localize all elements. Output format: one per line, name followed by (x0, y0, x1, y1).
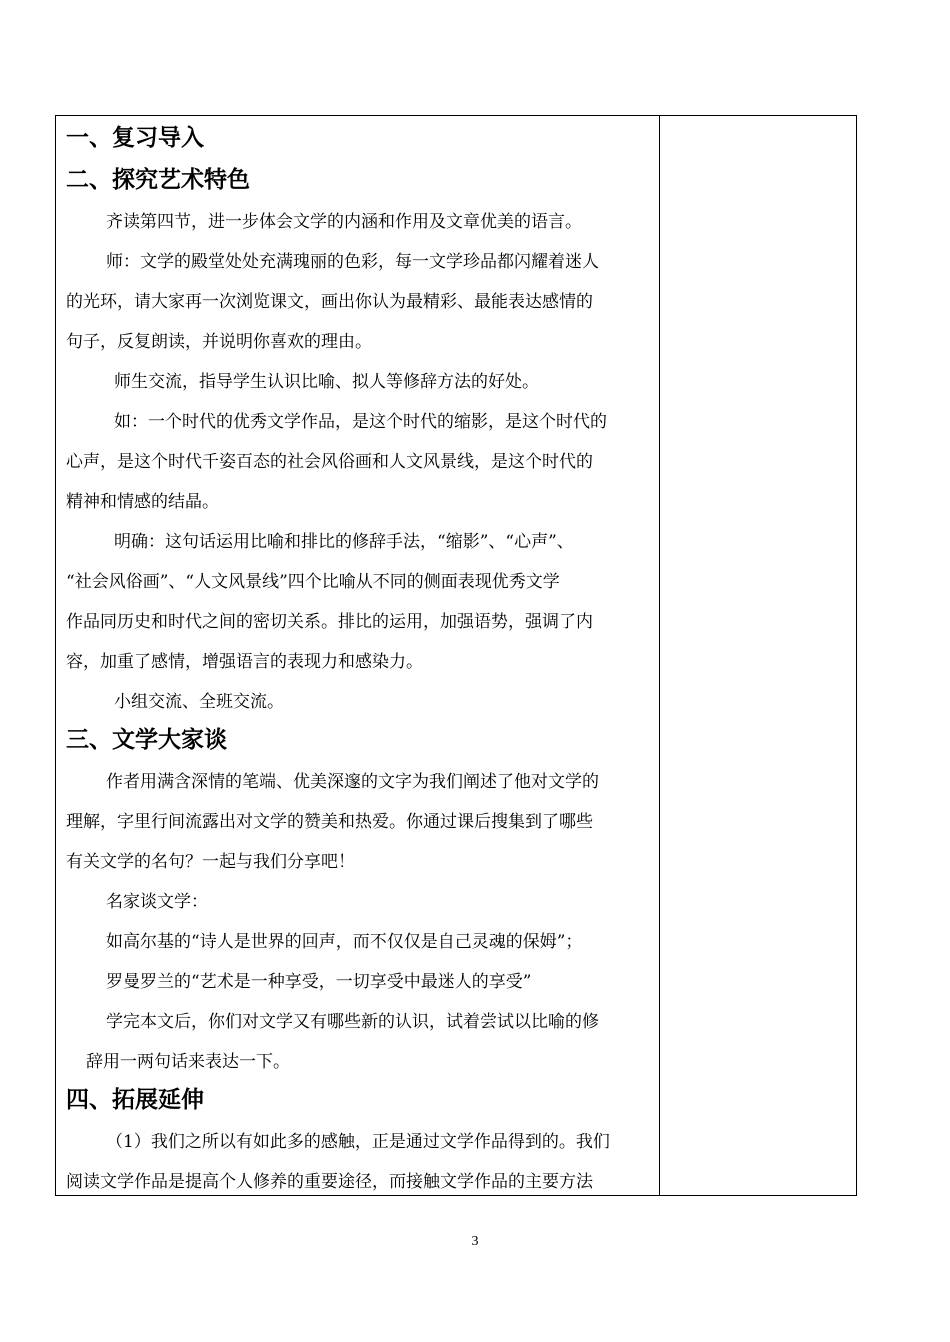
paragraph-line: 师：文学的殿堂处处充满瑰丽的色彩，每一文学珍品都闪耀着迷人 (106, 252, 599, 272)
paragraph-line: 如：一个时代的优秀文学作品，是这个时代的缩影，是这个时代的 (114, 412, 607, 432)
content-cell (56, 116, 660, 1195)
paragraph-line: 心声，是这个时代千姿百态的社会风俗画和人文风景线，是这个时代的 (66, 452, 593, 472)
paragraph-line: 的光环，请大家再一次浏览课文，画出你认为最精彩、最能表达感情的 (66, 292, 593, 312)
paragraph-line: 句子，反复朗读，并说明你喜欢的理由。 (66, 332, 372, 352)
paragraph-line: 小组交流、全班交流。 (114, 692, 284, 712)
lesson-table (55, 115, 857, 1196)
paragraph-line: 容，加重了感情，增强语言的表现力和感染力。 (66, 652, 423, 672)
paragraph-line: 辞用一两句话来表达一下。 (86, 1052, 290, 1072)
paragraph-line: 精神和情感的结晶。 (66, 492, 219, 512)
paragraph-line: 理解，字里行间流露出对文学的赞美和热爱。你通过课后搜集到了哪些 (66, 812, 593, 832)
paragraph-line: 明确：这句话运用比喻和排比的修辞手法，“缩影”、“心声”、 (114, 532, 574, 552)
paragraph-line: 学完本文后，你们对文学又有哪些新的认识，试着尝试以比喻的修 (106, 1012, 599, 1032)
page-number: 3 (471, 1234, 479, 1249)
paragraph-line: 作品同历史和时代之间的密切关系。排比的运用，加强语势，强调了内 (66, 612, 593, 632)
heading-review: 一、复习导入 (66, 125, 204, 151)
paragraph-line: 齐读第四节，进一步体会文学的内涵和作用及文章优美的语言。 (106, 212, 582, 232)
notes-cell (660, 116, 856, 1195)
paragraph-line: 名家谈文学： (106, 892, 208, 912)
paragraph-line: 师生交流，指导学生认识比喻、拟人等修辞方法的好处。 (114, 372, 539, 392)
heading-masters: 三、文学大家谈 (66, 727, 227, 753)
heading-extension: 四、拓展延伸 (66, 1087, 204, 1113)
paragraph-line: 罗曼罗兰的“艺术是一种享受，一切享受中最迷人的享受” (106, 972, 532, 992)
paragraph-line: 作者用满含深情的笔端、优美深邃的文字为我们阐述了他对文学的 (106, 772, 599, 792)
paragraph-line: 阅读文学作品是提高个人修养的重要途径，而接触文学作品的主要方法 (66, 1172, 593, 1192)
paragraph-line: “社会风俗画”、“人文风景线”四个比喻从不同的侧面表现优秀文学 (66, 572, 560, 592)
paragraph-line: （1）我们之所以有如此多的感触，正是通过文学作品得到的。我们 (106, 1132, 610, 1152)
paragraph-line: 如高尔基的“诗人是世界的回声，而不仅仅是自己灵魂的保姆”； (106, 932, 583, 952)
paragraph-line: 有关文学的名句？一起与我们分享吧！ (66, 852, 355, 872)
heading-explore: 二、探究艺术特色 (66, 167, 250, 193)
